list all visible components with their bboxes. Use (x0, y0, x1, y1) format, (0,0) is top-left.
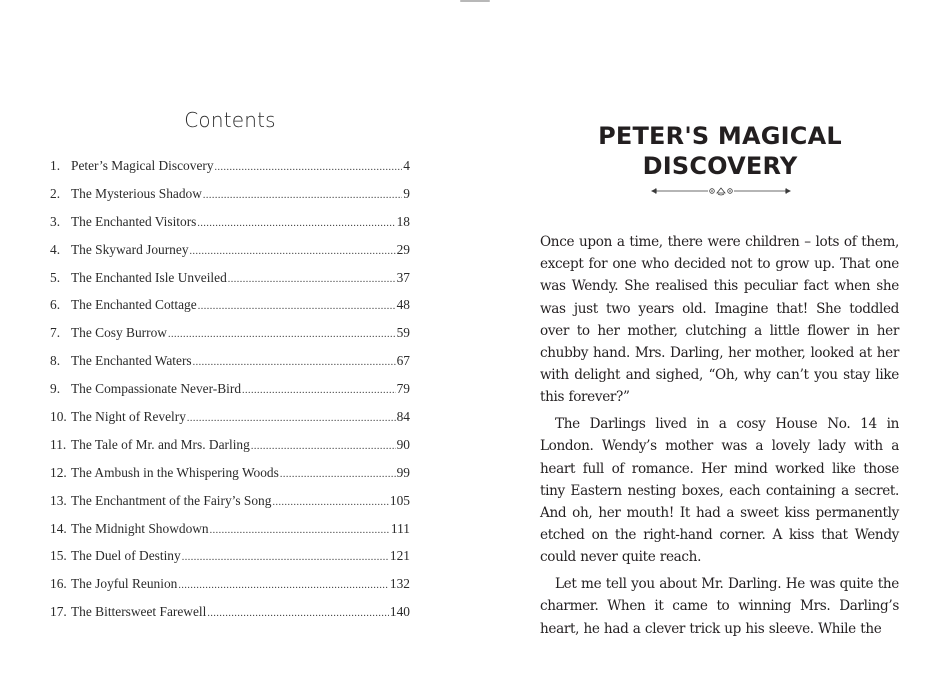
toc-entry[interactable] (50, 493, 410, 521)
toc-entry-page: 29 (396, 241, 410, 257)
chapter-title-line-1: PETER'S MAGICAL (598, 122, 842, 150)
toc-leader-dots (168, 329, 396, 340)
toc-leader-dots (215, 162, 403, 173)
toc-entry-page: 48 (396, 297, 410, 313)
toc-leader-dots (187, 413, 396, 424)
toc-entry-title: Peter’s Magical Discovery (71, 158, 214, 173)
toc-entry-title: The Midnight Showdown (71, 520, 209, 536)
paragraph: Let me tell you about Mr. Darling. He was quite the charmer. When it came to winning Mrs. Darling’s heart, he had a clever trick up his sleeve. While the (540, 576, 899, 637)
toc-entry-title: The Enchantment of the Fairy’s Song (71, 492, 272, 508)
toc-leader-dots (198, 301, 396, 312)
toc-entry-page: 9 (403, 185, 410, 201)
toc-entry-number: 14. (50, 520, 67, 536)
toc-leader-dots (228, 274, 396, 285)
toc-entry[interactable] (50, 214, 410, 242)
toc-entry-page: 111 (390, 520, 410, 536)
toc-entry-page: 121 (389, 548, 410, 564)
paragraph: Once upon a time, there were children – lots of them, except for one who decided not to grow up. That one was Wendy. She realised this peculiar fact when she was just two years old. Imagine that! She toddled over to her mother, clutching a little flower in her chubby hand. Mrs. Darling, her mother, looked at her with delight and sighed, “Oh, why can’t you stay like this forever?” (540, 234, 899, 406)
toc-entry-title: The Joyful Reunion (71, 576, 178, 592)
toc-entry-page: 90 (396, 436, 410, 452)
toc-entry[interactable] (50, 576, 410, 604)
chapter-body (540, 231, 899, 644)
toc-entry[interactable] (50, 437, 410, 465)
toc-entry-page: 140 (389, 604, 410, 620)
toc-entry-number: 5. (50, 269, 61, 285)
toc-entry[interactable] (50, 242, 410, 270)
toc-entry-number: 1. (50, 158, 61, 173)
toc-entry-title: The Enchanted Waters (71, 353, 192, 369)
toc-entry-page: 84 (396, 409, 410, 425)
toc-leader-dots (203, 190, 402, 201)
toc-entry-number: 3. (50, 213, 61, 229)
toc-entry-title: The Enchanted Cottage (71, 297, 197, 313)
toc-leader-dots (207, 608, 389, 619)
toc-entry-title: The Skyward Journey (71, 241, 189, 257)
chapter-title (540, 121, 900, 181)
toc-entry-number: 11. (50, 436, 67, 452)
chapter-page (475, 0, 950, 700)
toc-leader-dots (178, 580, 389, 591)
toc-entry-number: 12. (50, 464, 67, 480)
toc-leader-dots (251, 441, 396, 452)
table-of-contents (50, 158, 410, 632)
contents-title: Contents (184, 108, 276, 132)
toc-entry-page: 105 (389, 492, 410, 508)
toc-leader-dots (190, 246, 396, 257)
toc-entry-page: 132 (389, 576, 410, 592)
toc-entry[interactable] (50, 465, 410, 493)
toc-entry[interactable] (50, 381, 410, 409)
toc-entry-number: 6. (50, 297, 61, 313)
toc-entry-title: The Tale of Mr. and Mrs. Darling (71, 436, 250, 452)
toc-entry-title: The Enchanted Visitors (71, 213, 197, 229)
toc-entry-title: The Mysterious Shadow (71, 185, 202, 201)
toc-entry-number: 4. (50, 241, 61, 257)
toc-entry-title: The Duel of Destiny (71, 548, 181, 564)
toc-entry-title: The Compassionate Never-Bird (71, 381, 242, 397)
toc-entry[interactable] (50, 270, 410, 298)
toc-entry-number: 17. (50, 604, 67, 620)
toc-entry-title: The Cosy Burrow (71, 325, 167, 341)
toc-entry[interactable] (50, 548, 410, 576)
toc-entry-page: 99 (396, 464, 410, 480)
toc-entry-number: 10. (50, 409, 67, 425)
toc-entry[interactable] (50, 521, 410, 549)
toc-entry[interactable] (50, 604, 410, 632)
toc-entry-page: 79 (396, 381, 410, 397)
toc-entry[interactable] (50, 409, 410, 437)
toc-entry[interactable] (50, 158, 410, 186)
toc-entry-title: The Night of Revelry (71, 409, 186, 425)
toc-entry[interactable] (50, 186, 410, 214)
flourish-divider-icon (650, 185, 792, 197)
toc-entry-number: 9. (50, 381, 61, 397)
toc-leader-dots (193, 357, 396, 368)
toc-entry-title: The Enchanted Isle Unveiled (71, 269, 227, 285)
toc-leader-dots (242, 385, 396, 396)
toc-entry-number: 7. (50, 325, 61, 341)
toc-leader-dots (182, 552, 389, 563)
toc-leader-dots (210, 525, 390, 536)
toc-entry-page: 4 (403, 158, 410, 173)
paragraph: The Darlings lived in a cosy House No. 14 in London. Wendy’s mother was a lovely lady with a heart full of romance. Her mind worked like those tiny Eastern nesting boxes, each containing a secret. And oh, her mouth! It had a sweet kiss permanently etched on the right-hand corner. A kiss that Wendy could never quite reach. (540, 416, 899, 566)
toc-entry-number: 15. (50, 548, 67, 564)
toc-entry[interactable] (50, 297, 410, 325)
toc-entry-title: The Ambush in the Whispering Woods (71, 464, 279, 480)
toc-entry-number: 13. (50, 492, 67, 508)
toc-entry-page: 67 (396, 353, 410, 369)
toc-entry-page: 59 (396, 325, 410, 341)
toc-entry-title: The Bittersweet Farewell (71, 604, 207, 620)
toc-leader-dots (197, 218, 395, 229)
toc-entry[interactable] (50, 325, 410, 353)
chapter-title-line-2: DISCOVERY (642, 152, 798, 180)
toc-entry-number: 8. (50, 353, 61, 369)
toc-entry-number: 16. (50, 576, 67, 592)
toc-entry-page: 37 (396, 269, 410, 285)
toc-entry-number: 2. (50, 185, 61, 201)
toc-entry[interactable] (50, 353, 410, 381)
toc-entry-page: 18 (396, 213, 410, 229)
toc-leader-dots (272, 497, 388, 508)
toc-leader-dots (280, 469, 396, 480)
